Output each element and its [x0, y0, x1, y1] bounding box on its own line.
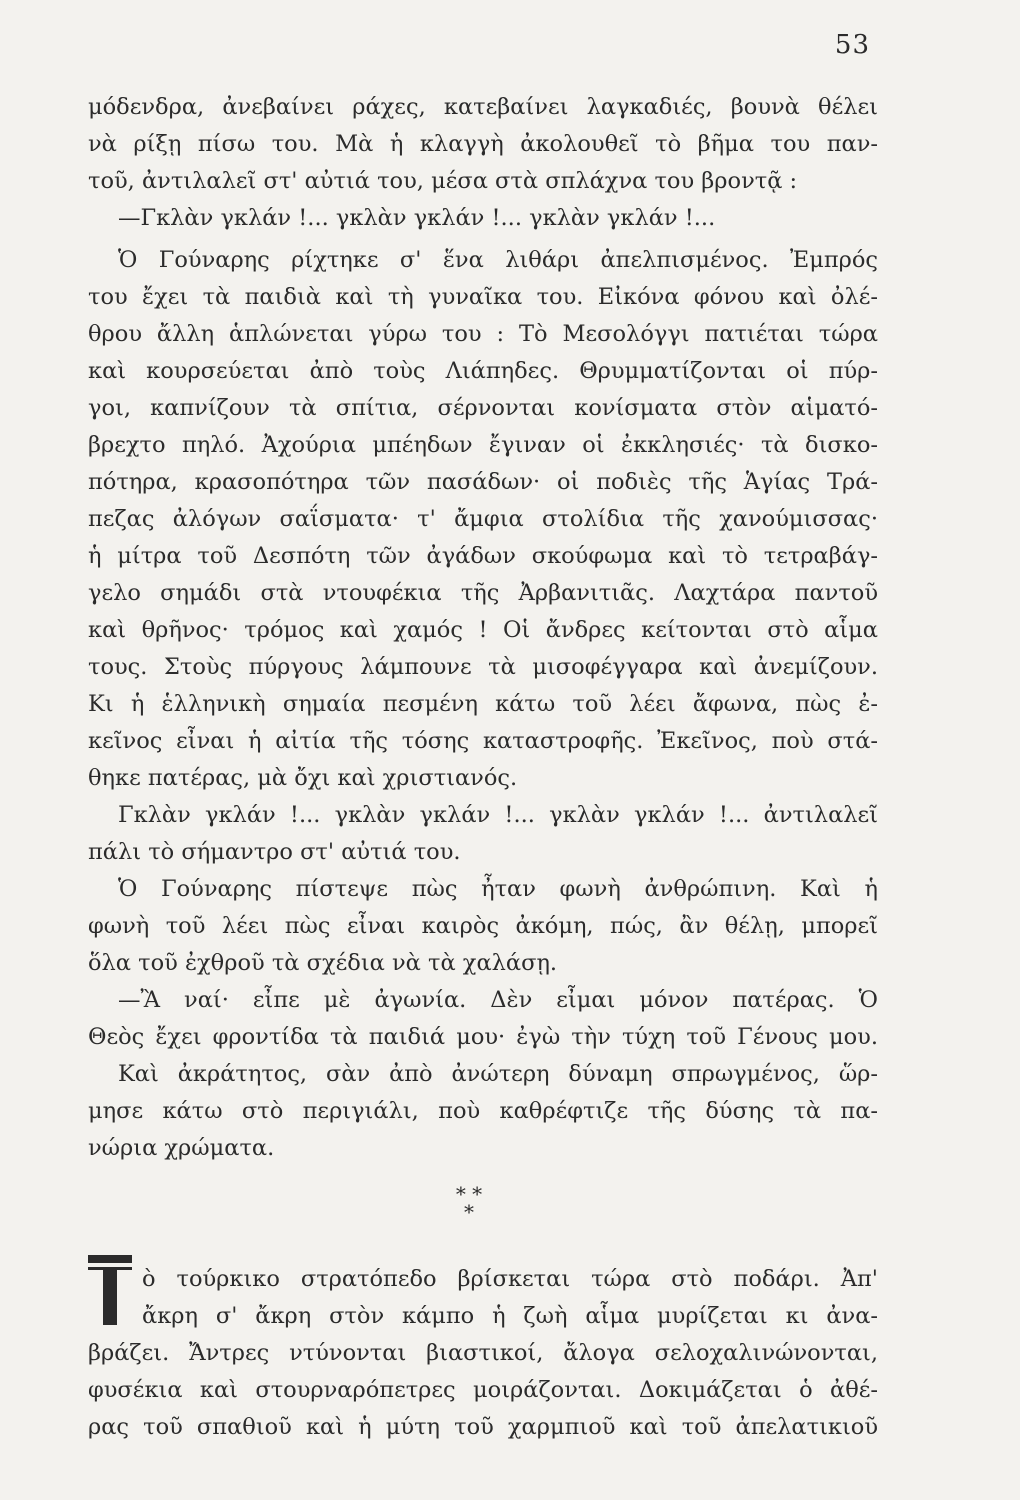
text-line: καὶ θρῆνος· τρόμος καὶ χαμός ! Οἱ ἄνδρες κείτονται στὸ αἷμα	[88, 617, 878, 643]
text-line: ὸ τούρκικο στρατόπεδο βρίσκεται τώρα στὸ ποδάρι. Ἀπ'	[142, 1266, 878, 1292]
text-line: φυσέκια καὶ στουρναρόπετρες μοιράζονται. Δοκιμάζεται ὁ ἀθέ-	[88, 1377, 878, 1403]
text-line: Ὁ Γούναρης ρίχτηκε σ' ἕνα λιθάρι ἀπελπισμένος. Ἐμπρός	[118, 247, 878, 273]
text-line: του ἔχει τὰ παιδιὰ καὶ τὴ γυναῖκα του. Εἰκόνα φόνου καὶ ὀλέ-	[88, 284, 878, 310]
text-line: τοῦ, ἀντιλαλεῖ στ' αὐτιά του, μέσα στὰ σπλάχνα του βροντᾷ :	[88, 168, 798, 194]
text-line: Θεὸς ἔχει φροντίδα τὰ παιδιά μου· ἐγὼ τὴν τύχη τοῦ Γένους μου.	[88, 1024, 878, 1050]
text-line: ἡ μίτρα τοῦ Δεσπότη τῶν ἀγάδων σκούφωμα καὶ τὸ τετραβάγ-	[88, 543, 878, 569]
text-line: πάλι τὸ σήμαντρο στ' αὐτιά του.	[88, 839, 461, 865]
text-line: βρεχτο πηλό. Ἀχούρια μπέηδων ἔγιναν οἱ ἐκκλησιές· τὰ δισκο-	[88, 432, 878, 458]
text-line: γοι, καπνίζουν τὰ σπίτια, σέρνονται κονίσματα στὸν αἱματό-	[88, 395, 878, 421]
text-line: Κι ἡ ἑλληνικὴ σημαία πεσμένη κάτω τοῦ λέει ἄφωνα, πὼς ἐ-	[88, 691, 878, 717]
text-line: θηκε πατέρας, μὰ ὄχι καὶ χριστιανός.	[88, 765, 518, 791]
text-line: νὰ ρίξῃ πίσω του. Μὰ ἡ κλαγγὴ ἀκολουθεῖ τὸ βῆμα του παν-	[88, 131, 878, 157]
section-separator: * * *	[455, 1182, 483, 1224]
text-line: μόδενδρα, ἀνεβαίνει ράχες, κατεβαίνει λαγκαδιές, βουνὰ θέλει	[88, 94, 878, 120]
text-line: νώρια χρώματα.	[88, 1135, 275, 1161]
text-line: κεῖνος εἶναι ἡ αἰτία τῆς τόσης καταστροφῆς. Ἐκεῖνος, ποὺ στά-	[88, 728, 878, 754]
text-line: φωνὴ τοῦ λέει πὼς εἶναι καιρὸς ἀκόμη, πώς, ἂν θέλῃ, μπορεῖ	[88, 913, 878, 939]
text-line: Ὁ Γούναρης πίστεψε πὼς ἦταν φωνὴ ἀνθρώπινη. Καὶ ἡ	[118, 876, 878, 902]
text-line: πεζας ἀλόγων σαΐσματα· τ' ἄμφια στολίδια τῆς χανούμισσας·	[88, 506, 878, 532]
text-line: ἄκρη σ' ἄκρη στὸν κάμπο ἡ ζωὴ αἷμα μυρίζεται κι ἀνα-	[142, 1303, 878, 1329]
text-line: βράζει. Ἄντρες ντύνονται βιαστικοί, ἄλογα σελοχαλινώνονται,	[88, 1340, 878, 1366]
text-line: ρας τοῦ σπαθιοῦ καὶ ἡ μύτη τοῦ χαρμπιοῦ καὶ τοῦ ἀπελατικιοῦ	[88, 1414, 878, 1440]
drop-cap-tau	[88, 1255, 132, 1325]
dialogue-line: Γκλὰν γκλάν !... γκλὰν γκλάν !... γκλὰν γκλάν !... ἀντιλαλεῖ	[118, 802, 878, 828]
text-line: ὅλα τοῦ ἐχθροῦ τὰ σχέδια νὰ τὰ χαλάσῃ.	[88, 950, 558, 976]
text-line: μησε κάτω στὸ περιγιάλι, ποὺ καθρέφτιζε τῆς δύσης τὰ πα-	[88, 1098, 878, 1124]
text-line: θρου ἄλλη ἁπλώνεται γύρω του : Τὸ Μεσολόγγι πατιέται τώρα	[88, 321, 878, 347]
text-line: πότηρα, κρασοπότηρα τῶν πασάδων· οἱ ποδιὲς τῆς Ἁγίας Τρά-	[88, 469, 878, 495]
page-number: 53	[834, 30, 870, 60]
dialogue-line: —Ἂ ναί· εἶπε μὲ ἀγωνία. Δὲν εἶμαι μόνον πατέρας. Ὁ	[118, 987, 878, 1013]
text-line: τους. Στοὺς πύργους λάμπουνε τὰ μισοφέγγαρα καὶ ἀνεμίζουν.	[88, 654, 878, 680]
dialogue-line: —Γκλὰν γκλάν !... γκλὰν γκλάν !... γκλὰν γκλάν !...	[118, 205, 716, 231]
text-line: Καὶ ἀκράτητος, σὰν ἀπὸ ἀνώτερη δύναμη σπρωγμένος, ὥρ-	[118, 1061, 878, 1087]
text-line: γελο σημάδι στὰ ντουφέκια τῆς Ἀρβανιτιᾶς. Λαχτάρα παντοῦ	[88, 580, 878, 606]
text-line: καὶ κουρσεύεται ἀπὸ τοὺς Λιάπηδες. Θρυμματίζονται οἱ πύρ-	[88, 358, 878, 384]
